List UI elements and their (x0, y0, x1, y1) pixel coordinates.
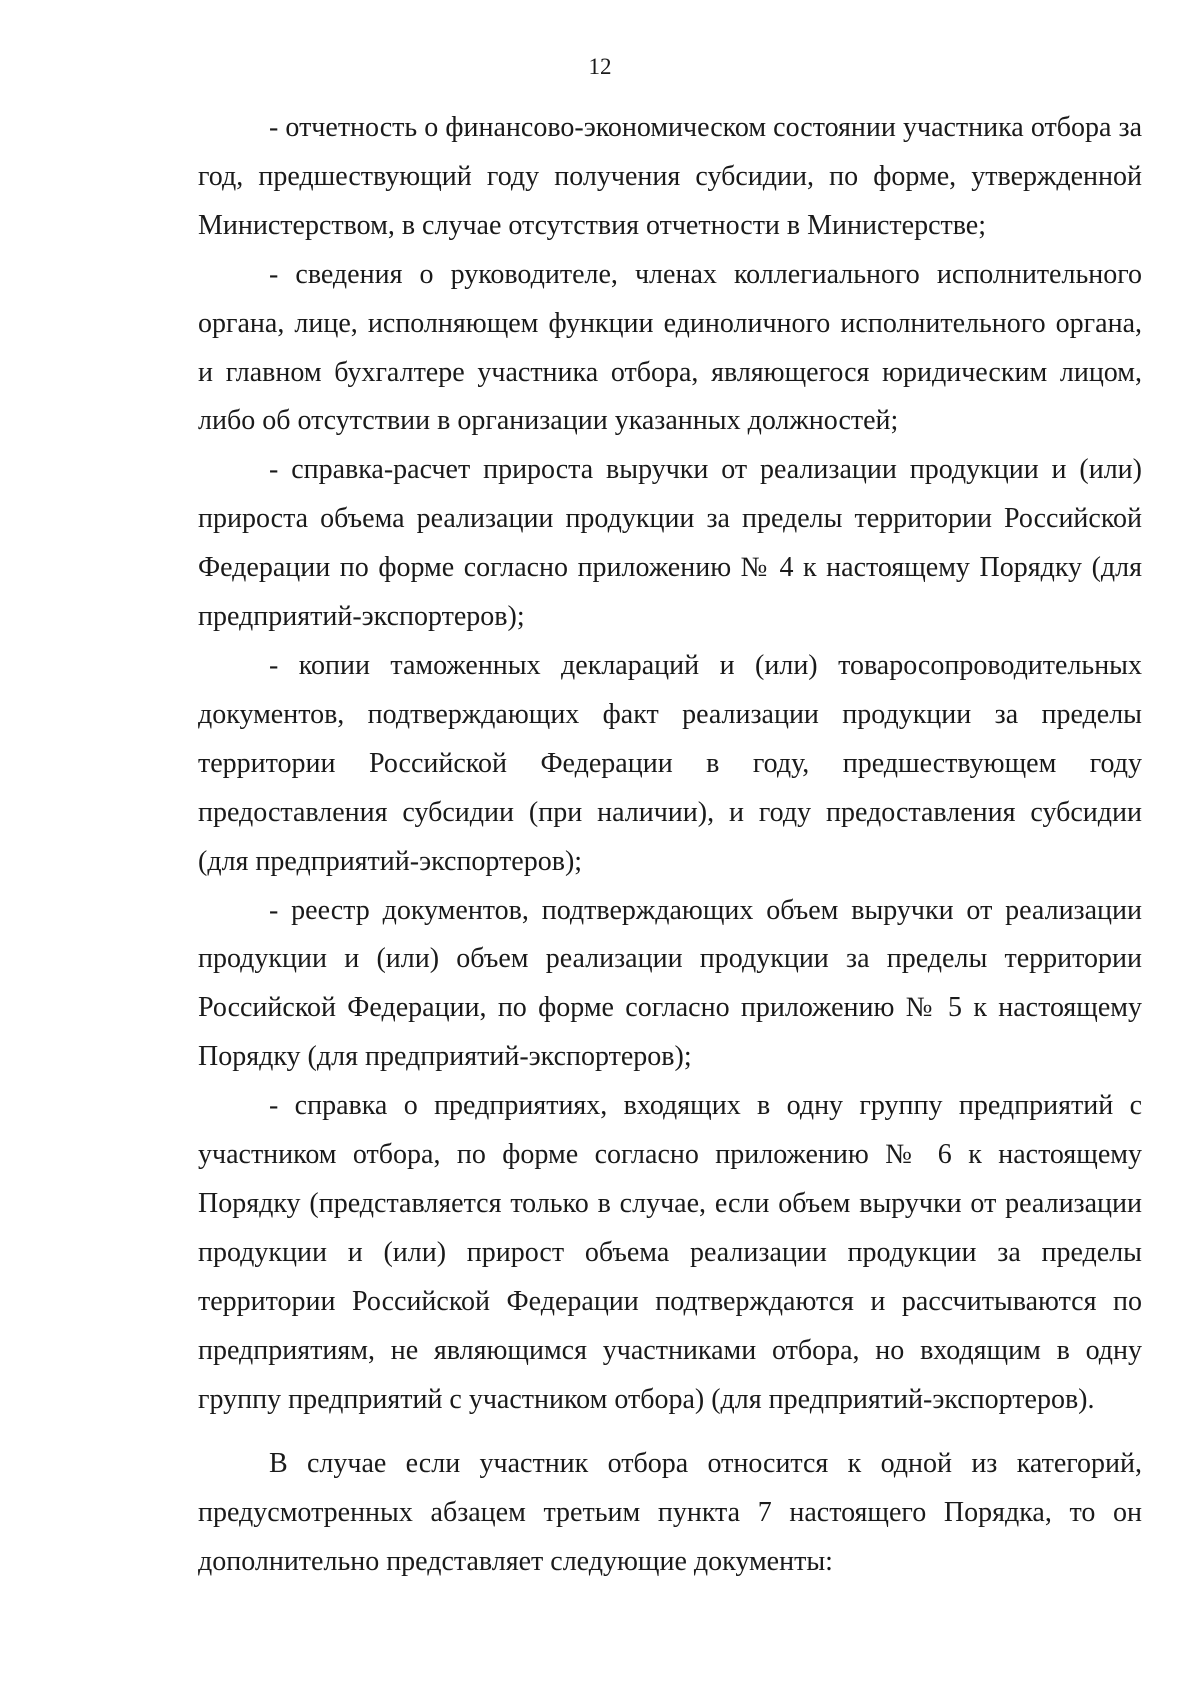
list-item-management-info: - сведения о руководителе, членах коллегиального исполнительного органа, лице, исполняющем функции единоличного исполнительного органа, и главном бухгалтере участника отбора, являющегося юридическим лицом, либо об отсутствии в организации указанных должностей; (198, 258, 1142, 437)
list-item-revenue-growth-calc: - справка-расчет прироста выручки от реализации продукции и (или) прироста объема реализации продукции за пределы территории Российской Федерации по форме согласно приложению № 4 к настоящему Порядку (для предприятий-экспортеров); (198, 454, 1142, 633)
document-body (198, 104, 1142, 1587)
list-item-group-enterprises: - справка о предприятиях, входящих в одну группу предприятий с участником отбора, по форме согласно приложению № 6 к настоящему Порядку (представляется только в случае, если объем выручки от реализации продукции и (или) прирост объема реализации продукции за пределы территории Российской Федерации подтверждаются и рассчитываются по предприятиям, не являющимся участниками отбора, но входящим в одну группу предприятий с участником отбора) (для предприятий-экспортеров). (198, 1090, 1142, 1415)
list-item-customs-declarations: - копии таможенных деклараций и (или) товаросопроводительных документов, подтверждающих факт реализации продукции за пределы территории Российской Федерации в году, предшествующем году предоставления субсидии (при наличии), и году предоставления субсидии (для предприятий-экспортеров); (198, 649, 1142, 877)
list-item-financial-report: - отчетность о финансово-экономическом состоянии участника отбора за год, предшествующий году получения субсидии, по форме, утвержденной Министерством, в случае отсутствия отчетности в Министерстве; (198, 112, 1142, 241)
page-number: 12 (588, 54, 612, 79)
paragraph-additional-documents: В случае если участник отбора относится к одной из категорий, предусмотренных абзацем третьим пункта 7 настоящего Порядка, то он дополнительно представляет следующие документы: (198, 1448, 1142, 1578)
list-item-documents-registry: - реестр документов, подтверждающих объем выручки от реализации продукции и (или) объем реализации продукции за пределы территории Российской Федерации, по форме согласно приложению № 5 к настоящему Порядку (для предприятий-экспортеров); (198, 894, 1142, 1073)
